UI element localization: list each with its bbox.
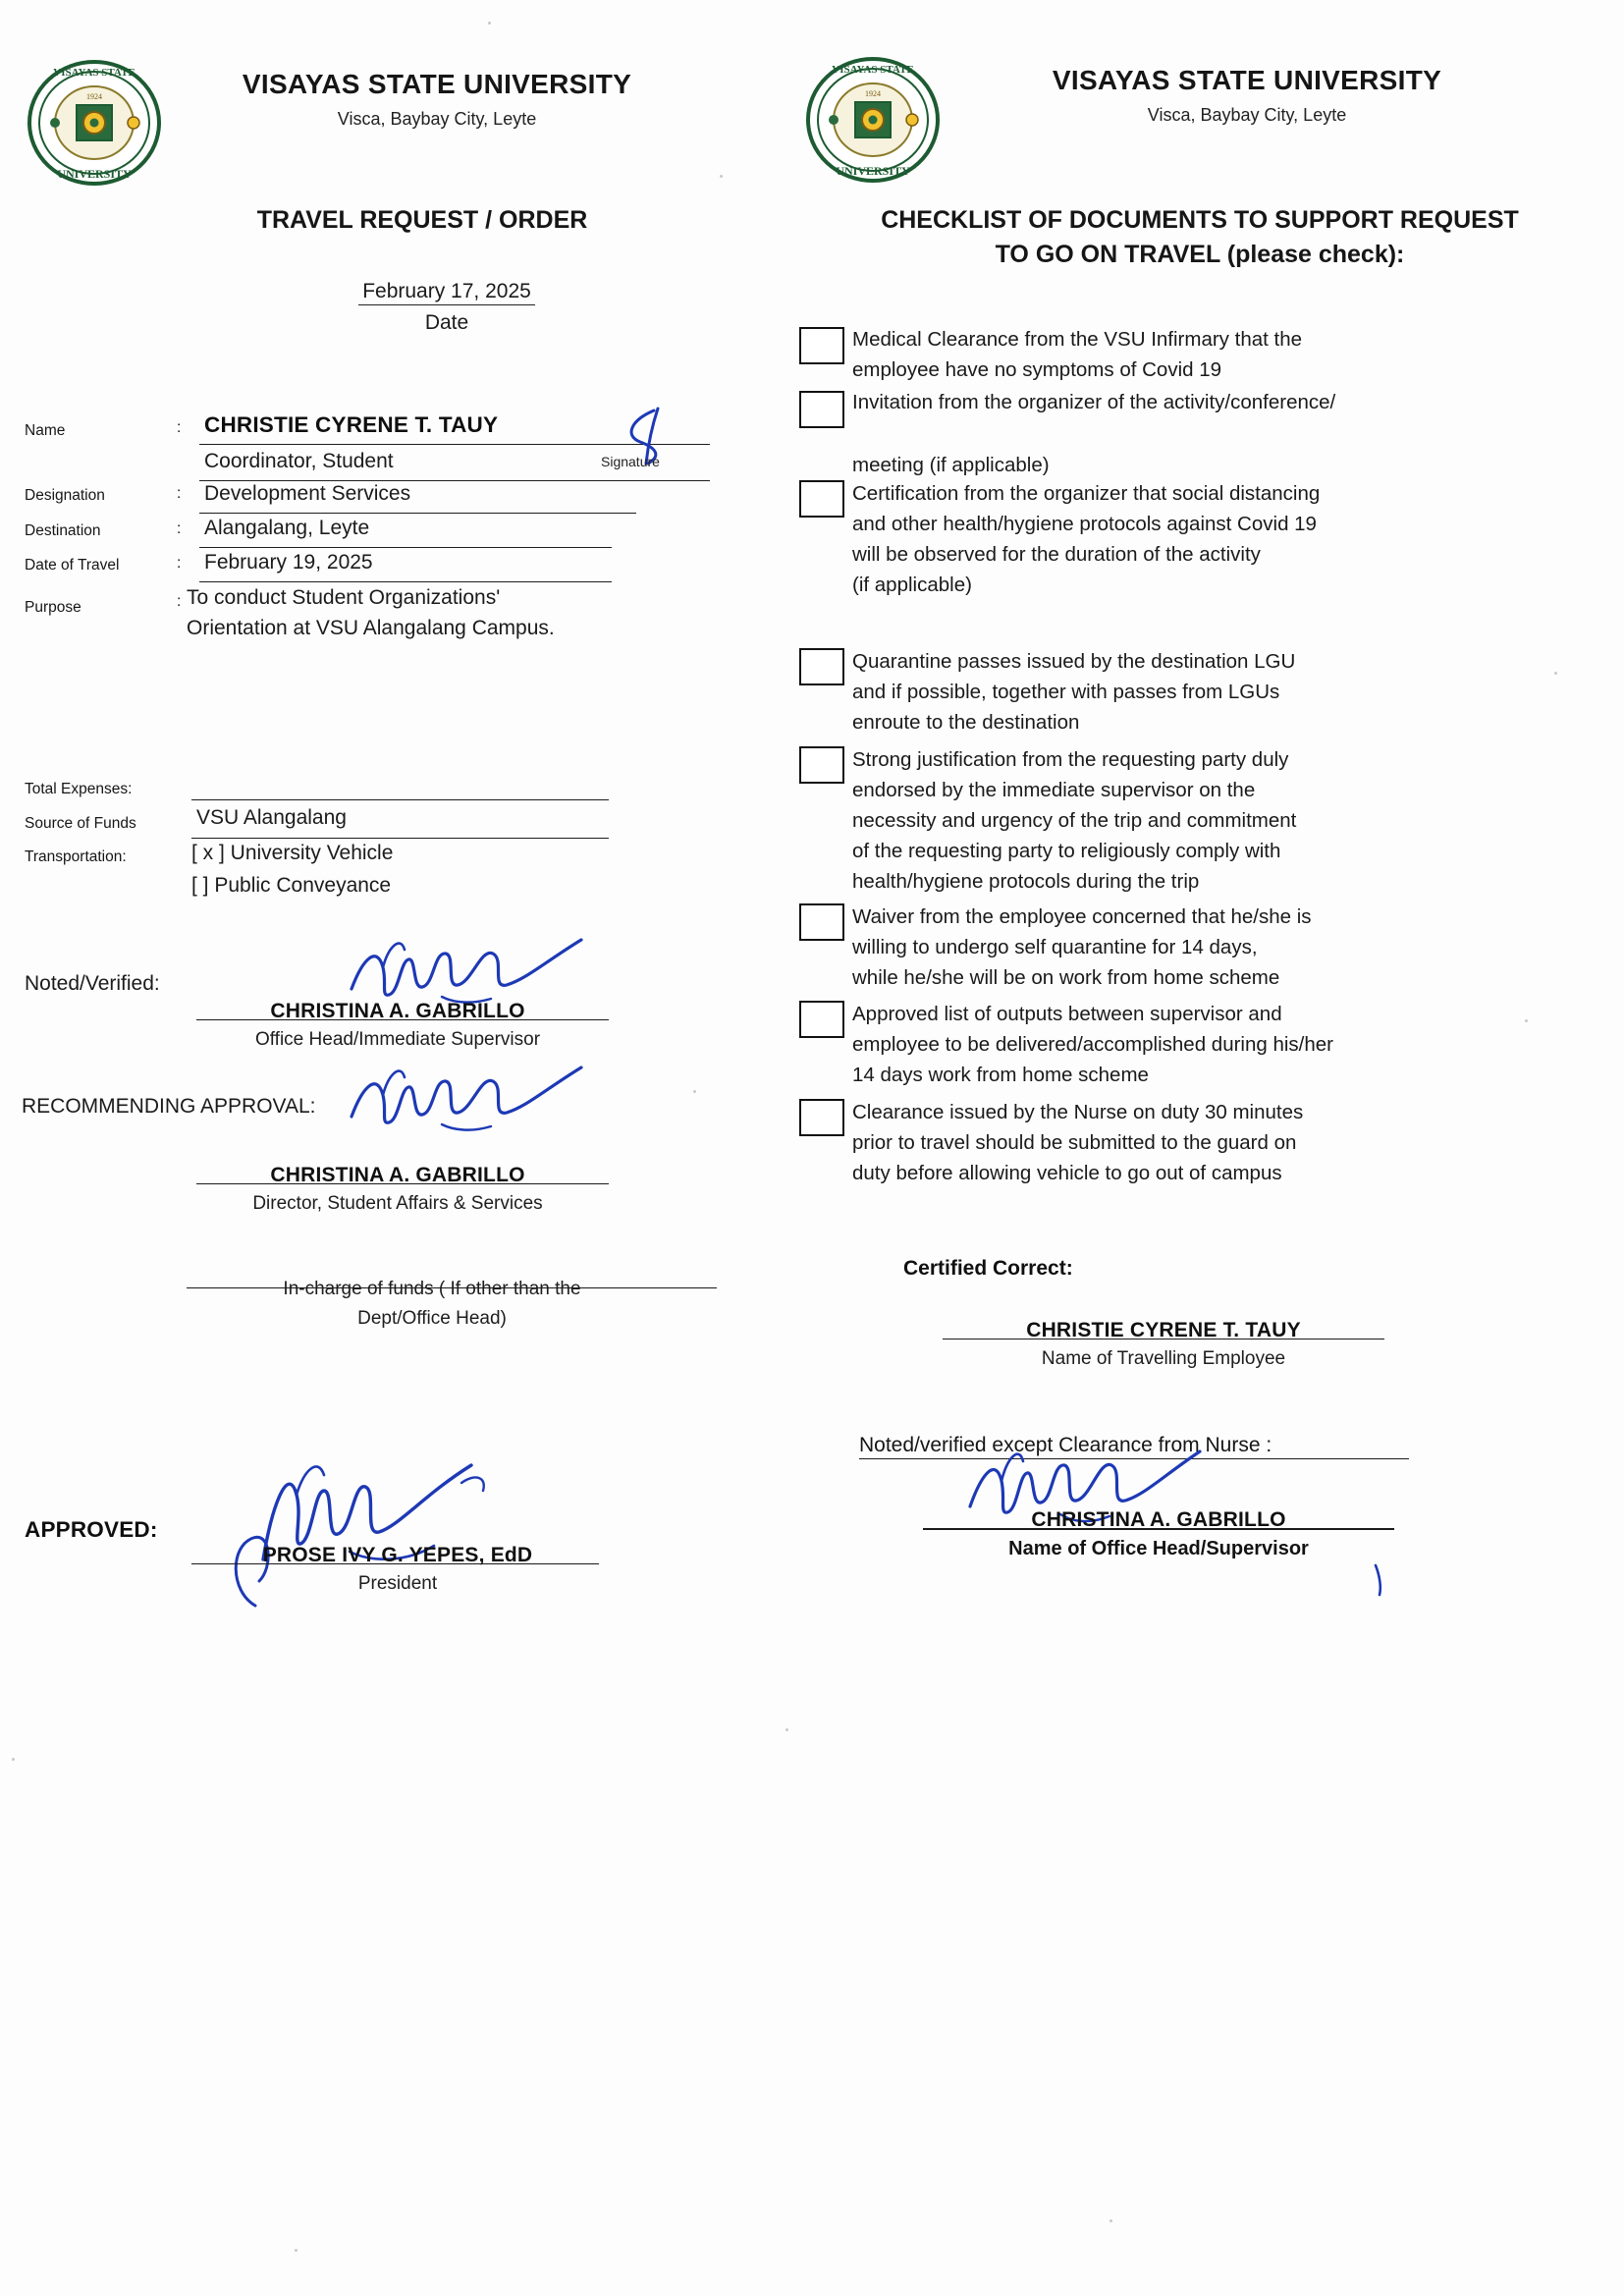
- checkbox-nurse-clearance[interactable]: [799, 1099, 844, 1136]
- text-run: of the requesting party to religiously comply with: [852, 840, 1281, 862]
- signature-caption: Signature: [601, 454, 660, 469]
- checklist-title-line2: TO GO ON TRAVEL (please check):: [995, 241, 1405, 268]
- recommending-approval-label: RECOMMENDING APPROVAL:: [22, 1095, 316, 1118]
- recommending-approval-role: Director, Student Affairs & Services: [252, 1193, 543, 1214]
- approved-line: [191, 1538, 599, 1564]
- recommending-approval-name: CHRISTINA A. GABRILLO: [270, 1164, 525, 1186]
- checklist-item-8-line-1: [852, 1097, 1303, 1127]
- svg-text:VISAYAS STATE: VISAYAS STATE: [832, 64, 914, 76]
- form-title: TRAVEL REQUEST / ORDER: [256, 206, 588, 234]
- checklist-item-1-line-2: [852, 355, 1221, 385]
- noted-nurse-heading: Noted/verified except Clearance from Nurse :: [859, 1434, 1272, 1456]
- field-value-designation: Development Services: [204, 482, 411, 505]
- approved-label: APPROVED:: [25, 1517, 158, 1542]
- certified-correct-line: [943, 1313, 1384, 1339]
- text-run: meeting (if applicable): [852, 454, 1050, 476]
- checklist-item-3-line-3: [852, 539, 1261, 570]
- checklist-item-5-line-5: [852, 866, 1199, 897]
- noted-nurse-role: Name of Office Head/Supervisor: [1008, 1538, 1309, 1559]
- source-of-funds-label: Source of Funds: [25, 815, 136, 832]
- transport-option-university-vehicle[interactable]: [ x ] University Vehicle: [191, 842, 394, 864]
- field-label-date-of-travel: Date of Travel: [25, 557, 120, 574]
- university-seal-icon: [22, 54, 167, 191]
- date-label: Date: [424, 311, 469, 334]
- text-run: duty before allowing vehicle to go out of campus: [852, 1162, 1282, 1184]
- certified-correct-role: Name of Travelling Employee: [1041, 1348, 1286, 1369]
- checklist-item-8-line-3: [852, 1158, 1282, 1188]
- noted-nurse-line: [923, 1503, 1394, 1530]
- text-run: endorsed by the immediate supervisor on the: [852, 779, 1256, 801]
- checkbox-quarantine-passes[interactable]: [799, 648, 844, 685]
- checklist-item-2-line-3: [852, 450, 1050, 480]
- approved-role: President: [357, 1573, 438, 1594]
- checkbox-waiver-quarantine[interactable]: [799, 903, 844, 941]
- total-expenses-line: [191, 774, 609, 800]
- total-expenses-label: Total Expenses:: [25, 781, 133, 797]
- checklist-item-5-line-1: [852, 744, 1288, 775]
- university-name-right: VISAYAS STATE UNIVERSITY: [1052, 65, 1442, 95]
- field-value-purpose-line2: Orientation at VSU Alangalang Campus.: [187, 617, 555, 639]
- checklist-item-4-line-3: [852, 707, 1079, 738]
- travel-request-column: [0, 0, 776, 2296]
- incharge-funds-line2: Dept/Office Head): [357, 1308, 507, 1329]
- checklist-item-4-line-1: [852, 646, 1295, 677]
- svg-text:VISAYAS STATE: VISAYAS STATE: [53, 67, 135, 79]
- noted-verified-label: Noted/Verified:: [25, 972, 160, 995]
- checklist-title-line1: CHECKLIST OF DOCUMENTS TO SUPPORT REQUEST: [881, 206, 1519, 234]
- text-run: willing to undergo self quarantine for 14 days,: [852, 936, 1258, 958]
- text-run: Medical Clearance from the VSU Infirmary that the: [852, 328, 1303, 351]
- field-value-name: CHRISTIE CYRENE T. TAUY: [204, 412, 499, 437]
- noted-verified-line: [196, 994, 609, 1020]
- checklist-item-6-line-3: [852, 962, 1279, 993]
- recommending-approval-line: [196, 1158, 609, 1184]
- checklist-item-6-line-2: [852, 932, 1258, 962]
- field-value-designation-line1: Coordinator, Student: [204, 450, 394, 472]
- field-value-purpose-line1: To conduct Student Organizations': [187, 586, 501, 609]
- svg-text:1924: 1924: [865, 89, 881, 98]
- text-run: Quarantine passes issued by the destination LGU: [852, 650, 1296, 673]
- text-run: Invitation from the organizer of the activity/conference/: [852, 391, 1336, 413]
- field-label-destination: Destination: [25, 522, 101, 539]
- checklist-item-8-line-2: [852, 1127, 1296, 1158]
- text-run: health/hygiene protocols during the trip: [852, 870, 1200, 893]
- text-run: Certification from the organizer that social distancing: [852, 482, 1321, 505]
- checklist-item-7-line-2: [852, 1029, 1333, 1060]
- field-label-name: Name: [25, 422, 66, 439]
- checklist-item-1-line-1: [852, 324, 1302, 355]
- checklist-item-4-line-2: [852, 677, 1279, 707]
- university-name: VISAYAS STATE UNIVERSITY: [242, 69, 632, 99]
- text-run: employee to be delivered/accomplished during his/her: [852, 1033, 1334, 1056]
- source-of-funds-value: VSU Alangalang: [196, 806, 347, 829]
- checklist-item-6-line-1: [852, 902, 1312, 932]
- checklist-item-2-line-1: [852, 387, 1335, 417]
- checkbox-medical-clearance[interactable]: [799, 327, 844, 364]
- text-run: will be observed for the duration of the activity: [852, 543, 1261, 566]
- text-run: enroute to the destination: [852, 711, 1080, 734]
- text-run: prior to travel should be submitted to the guard on: [852, 1131, 1297, 1154]
- text-run: and if possible, together with passes from LGUs: [852, 681, 1280, 703]
- noted-nurse-name: CHRISTINA A. GABRILLO: [1031, 1508, 1286, 1531]
- field-label-purpose: Purpose: [25, 599, 81, 616]
- field-colon-destination: :: [177, 520, 182, 537]
- noted-verified-role: Office Head/Immediate Supervisor: [254, 1029, 541, 1050]
- text-run: 14 days work from home scheme: [852, 1064, 1149, 1086]
- checklist-item-3-line-2: [852, 509, 1317, 539]
- text-run: Strong justification from the requesting party duly: [852, 748, 1289, 771]
- checkbox-certification-distancing[interactable]: [799, 480, 844, 518]
- checklist-item-7-line-1: [852, 999, 1282, 1029]
- university-address-right: Visca, Baybay City, Leyte: [1147, 105, 1347, 125]
- incharge-funds-line1: In-charge of funds ( If other than the: [283, 1279, 581, 1299]
- noted-nurse-heading-line: [859, 1429, 1409, 1459]
- checklist-item-7-line-3: [852, 1060, 1149, 1090]
- field-label-designation: Designation: [25, 487, 105, 504]
- certified-correct-heading: Certified Correct:: [903, 1257, 1073, 1280]
- transport-option-public-conveyance[interactable]: [ ] Public Conveyance: [191, 874, 392, 897]
- checklist-item-5-line-4: [852, 836, 1280, 866]
- text-run: Approved list of outputs between supervisor and: [852, 1003, 1282, 1025]
- text-run: (if applicable): [852, 574, 972, 596]
- svg-text:1924: 1924: [86, 92, 102, 101]
- checklist-column: [776, 0, 1624, 2296]
- field-colon-name: :: [177, 419, 182, 436]
- text-run: while he/she will be on work from home scheme: [852, 966, 1280, 989]
- svg-text:UNIVERSITY: UNIVERSITY: [836, 164, 910, 178]
- university-seal-icon-right: [800, 51, 946, 189]
- checkbox-invitation-organizer[interactable]: [799, 391, 844, 428]
- text-run: necessity and urgency of the trip and commitment: [852, 809, 1297, 832]
- signature-recommending-approval: [344, 1056, 589, 1144]
- checklist-item-3-line-1: [852, 478, 1320, 509]
- checklist-item-5-line-3: [852, 805, 1296, 836]
- noted-verified-name: CHRISTINA A. GABRILLO: [270, 1000, 525, 1022]
- field-colon-purpose: :: [177, 593, 182, 610]
- checklist-item-3-line-4: [852, 570, 972, 600]
- field-colon-designation: :: [177, 485, 182, 502]
- request-date-value: February 17, 2025: [358, 280, 535, 305]
- field-value-date-of-travel: February 19, 2025: [204, 551, 373, 574]
- ink-tick-mark: [1370, 1561, 1399, 1601]
- text-run: employee have no symptoms of Covid 19: [852, 358, 1222, 381]
- approved-name: PROSE IVY G. YEPES, EdD: [262, 1544, 533, 1566]
- field-colon-date-of-travel: :: [177, 555, 182, 572]
- text-run: Clearance issued by the Nurse on duty 30 minutes: [852, 1101, 1304, 1123]
- checkbox-approved-outputs[interactable]: [799, 1001, 844, 1038]
- university-address: Visca, Baybay City, Leyte: [337, 109, 537, 129]
- transportation-label: Transportation:: [25, 848, 127, 865]
- text-run: Waiver from the employee concerned that he/she is: [852, 905, 1312, 928]
- checkbox-strong-justification[interactable]: [799, 746, 844, 784]
- svg-text:UNIVERSITY: UNIVERSITY: [57, 167, 132, 181]
- certified-correct-name: CHRISTIE CYRENE T. TAUY: [1026, 1319, 1301, 1341]
- text-run: and other health/hygiene protocols against Covid 19: [852, 513, 1317, 535]
- field-value-destination: Alangalang, Leyte: [204, 517, 370, 539]
- checklist-item-5-line-2: [852, 775, 1255, 805]
